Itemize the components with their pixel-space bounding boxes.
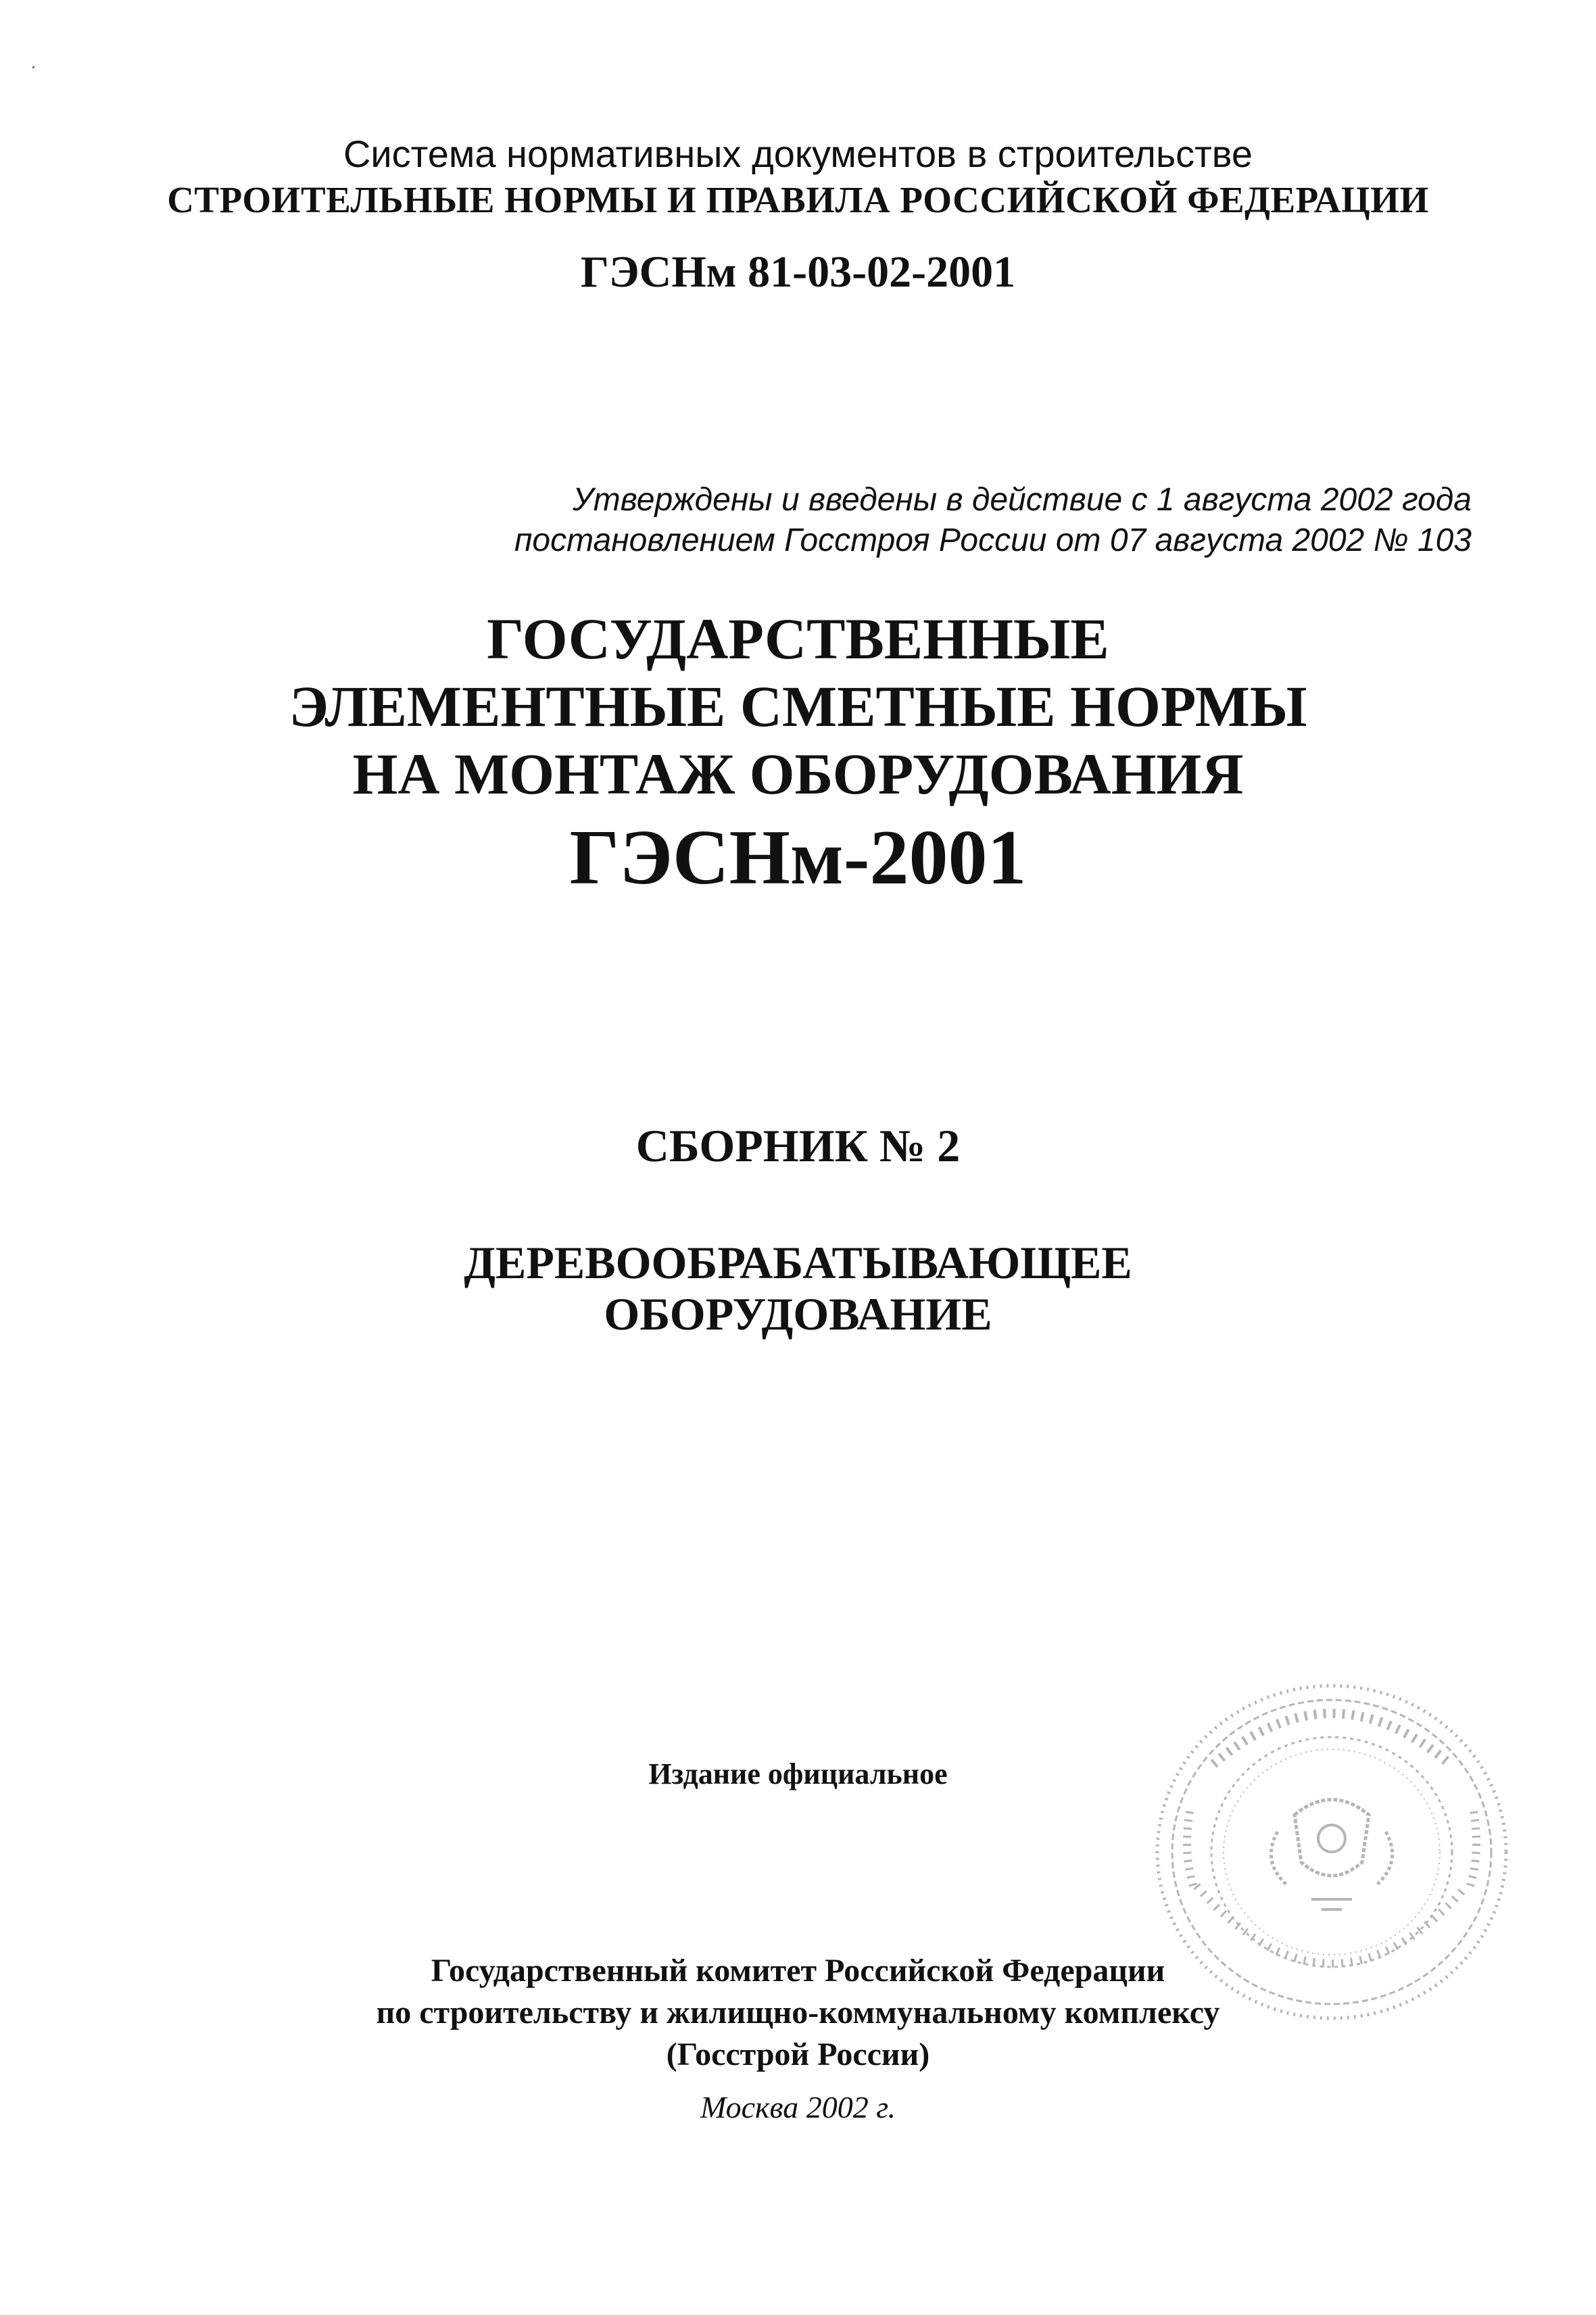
official-round-seal-icon — [1149, 1676, 1514, 2028]
main-title-line-2: ЭЛЕМЕНТНЫЕ СМЕТНЫЕ НОРМЫ — [289, 674, 1307, 739]
document-series-line: Система нормативных документов в строительстве — [343, 132, 1253, 175]
standards-heading: СТРОИТЕЛЬНЫЕ НОРМЫ И ПРАВИЛА РОССИЙСКОЙ ФЕДЕРАЦИИ — [167, 179, 1429, 220]
main-title-line-1: ГОСУДАРСТВЕННЫЕ — [487, 606, 1109, 671]
place-and-year: Москва 2002 г. — [700, 2090, 896, 2124]
document-code: ГЭСНм 81-03-02-2001 — [580, 247, 1016, 297]
collection-name — [0, 1237, 1596, 1340]
collection-name-line-2: ОБОРУДОВАНИЕ — [604, 1288, 992, 1340]
approval-line-2: постановлением Госстроя России от 07 августа 2002 № 103 — [514, 522, 1472, 558]
publisher-line-3: (Госстрой России) — [666, 2037, 930, 2072]
approval-line-1: Утверждены и введены в действие с 1 августа 2002 года — [573, 482, 1472, 518]
main-title — [0, 605, 1596, 905]
approval-note — [514, 480, 1472, 561]
publisher-line-2: по строительству и жилищно-коммунальному комплексу — [376, 1995, 1220, 2030]
scan-speck — [32, 66, 34, 68]
main-title-line-3: НА МОНТАЖ ОБОРУДОВАНИЯ — [352, 741, 1244, 806]
publisher-line-1: Государственный комитет Российской Федерации — [431, 1953, 1165, 1989]
main-title-abbreviation: ГЭСНм-2001 — [569, 814, 1027, 901]
collection-number: СБОРНИК № 2 — [635, 1120, 961, 1171]
edition-label: Издание официальное — [648, 1757, 948, 1790]
collection-name-line-1: ДЕРЕВООБРАБАТЫВАЮЩЕЕ — [464, 1237, 1132, 1288]
